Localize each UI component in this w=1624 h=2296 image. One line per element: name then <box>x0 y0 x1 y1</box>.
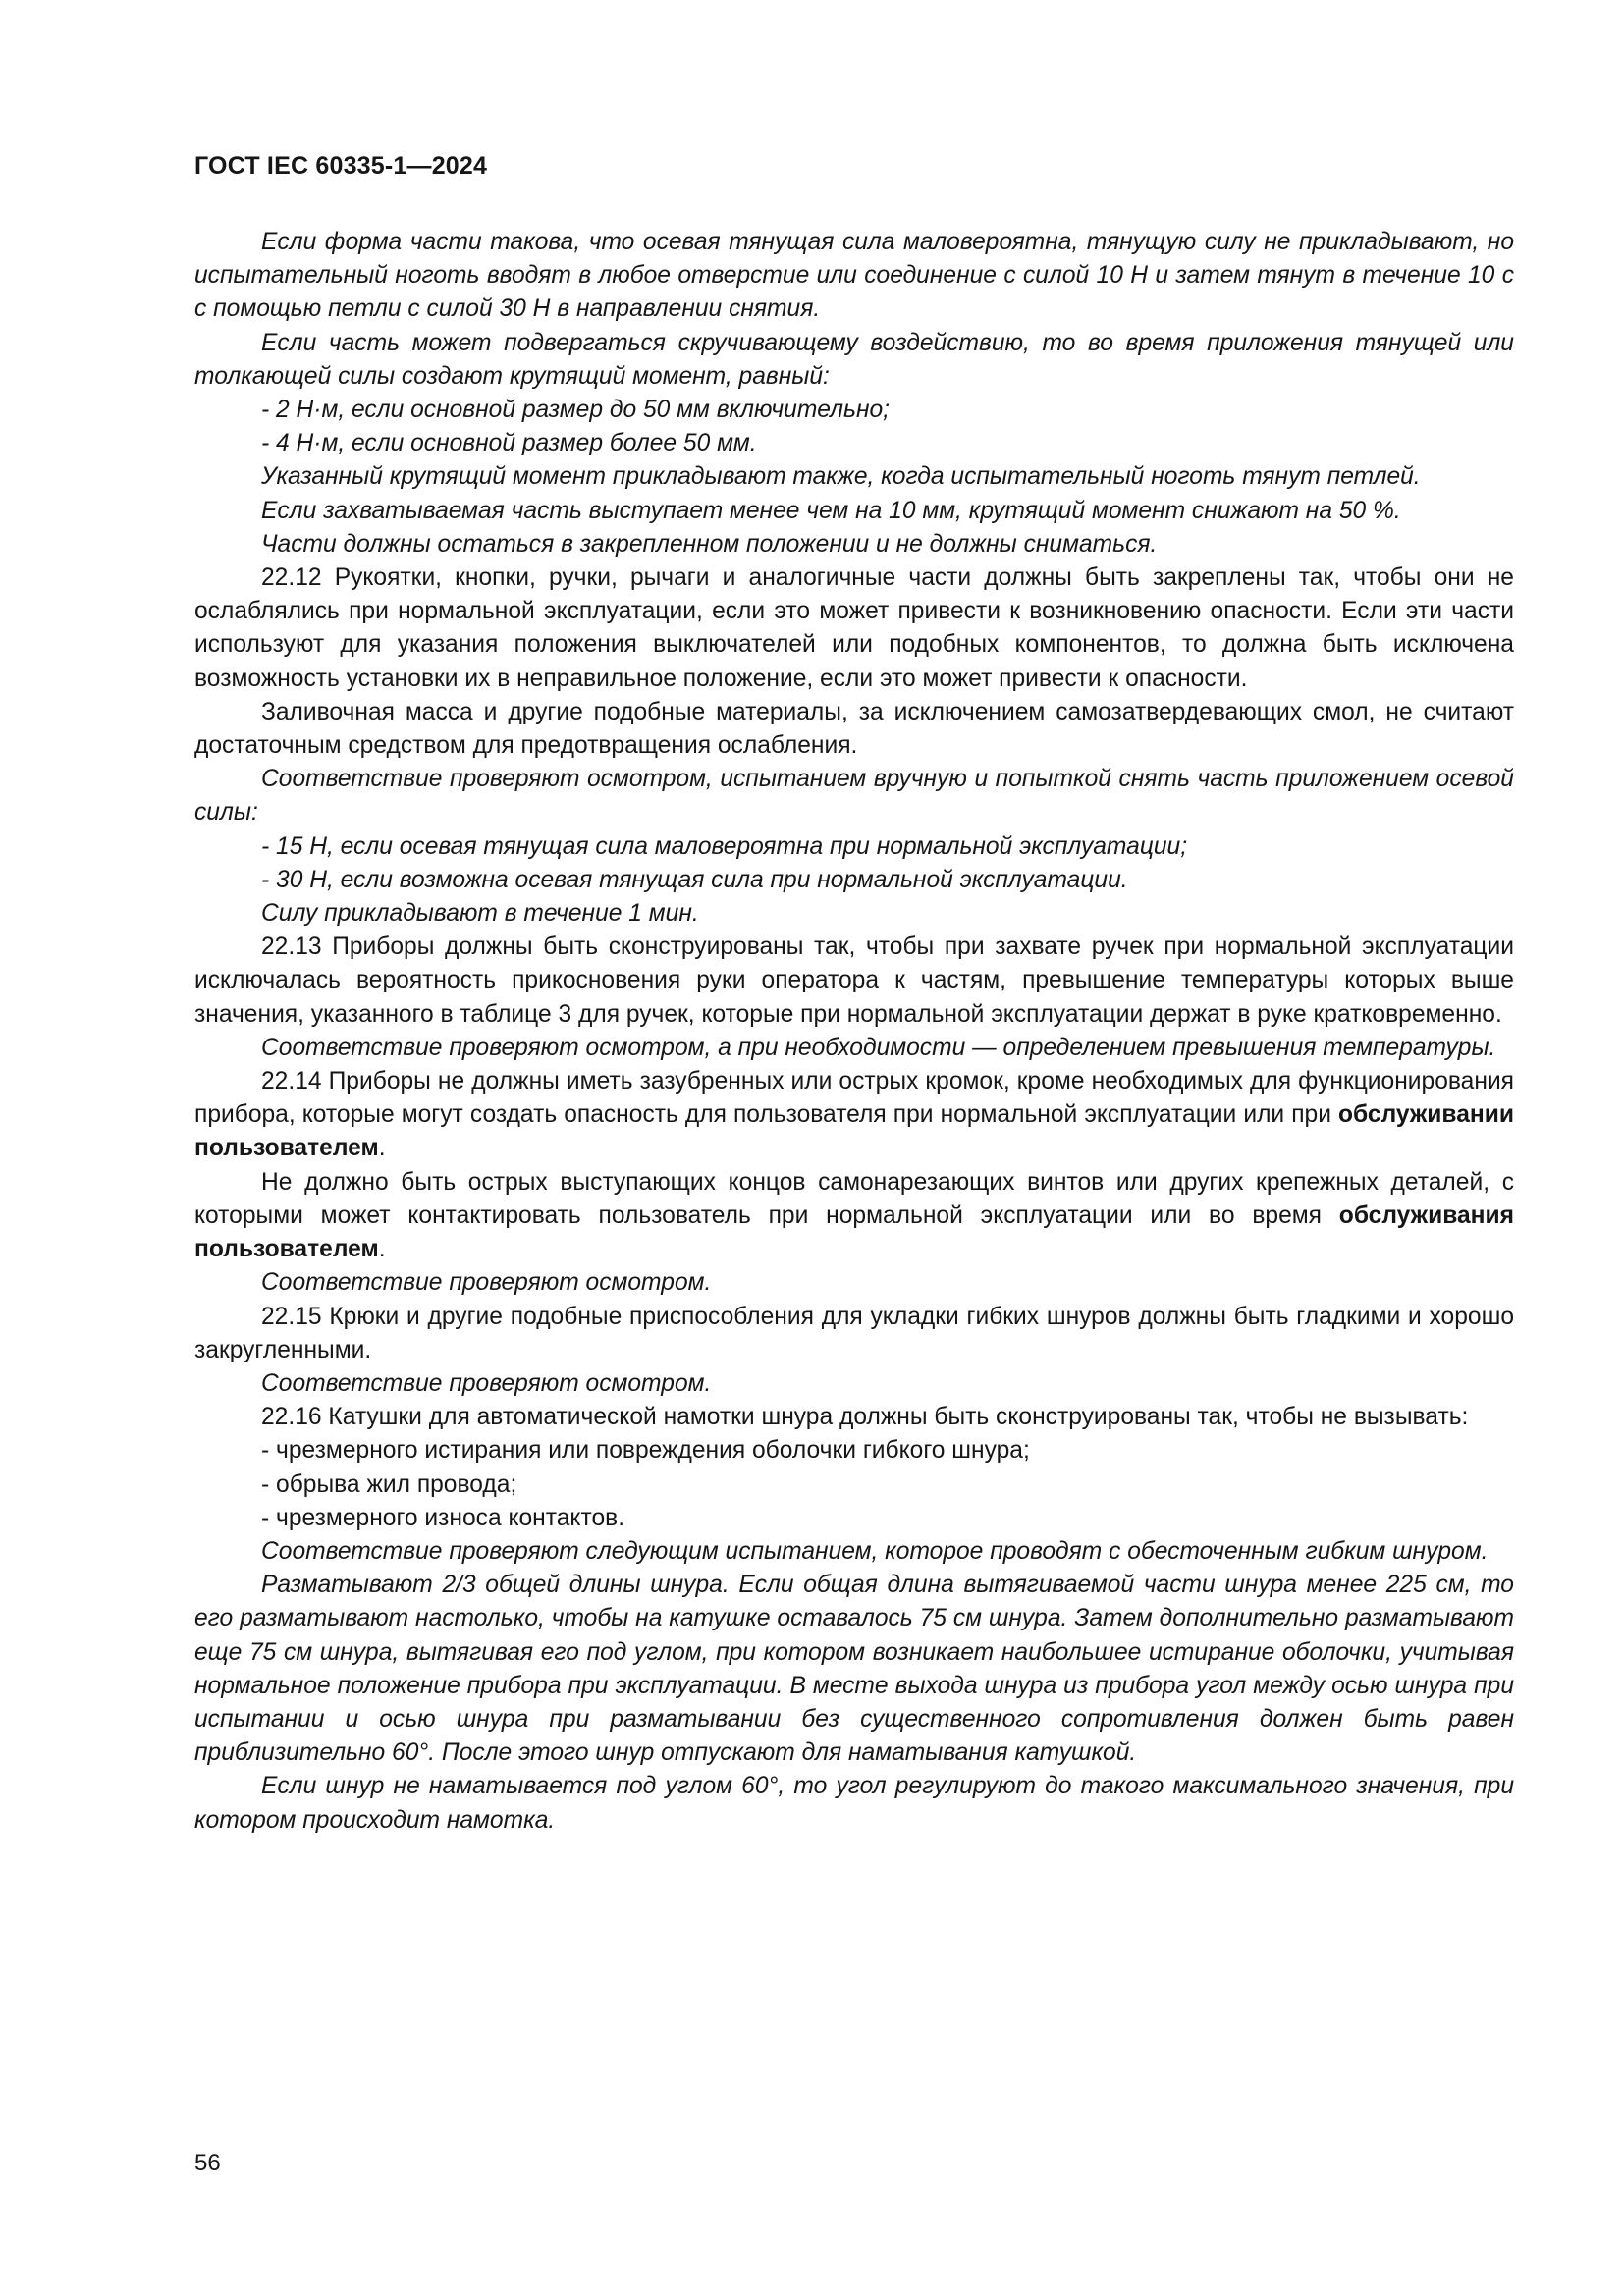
list-item: - чрезмерного износа контактов. <box>261 1504 625 1531</box>
paragraph-text: . <box>378 1135 386 1162</box>
paragraph-text: Не должно быть острых выступающих концов самонарезающих винтов или других крепежных деталей, с которыми может контактировать пользователь при нормальной эксплуатации или во время <box>194 1168 1514 1229</box>
document-body <box>194 226 1514 1838</box>
paragraph: Если часть может подвергаться скручивающему воздействию, то во время приложения тянущей или толкающей силы создают крутящий момент, равный: <box>194 329 1514 390</box>
clause-22-12: 22.12 Рукоятки, кнопки, ручки, рычаги и аналогичные части должны быть закреплены так, чтобы они не ослаблялись при нормальной эксплуатации, если это может привести к возникновению опасности. Если эти части используют для указания положения выключателей или подобных компонентов, то должна быть исключена возможность установки их в неправильное положение, если это может привести к опасности. <box>194 564 1514 692</box>
compliance-note: Соответствие проверяют осмотром, испытанием вручную и попыткой снять часть приложением осевой силы: <box>194 766 1514 827</box>
paragraph: Части должны остаться в закрепленном положении и не должны сниматься. <box>261 530 1158 558</box>
clause-22-13: 22.13 Приборы должны быть сконструированы так, чтобы при захвате ручек при нормальной эксплуатации исключалась вероятность прикосновения руки оператора к частям, превышение температуры которых выше значения, указанного в таблице 3 для ручек, которые при нормальной эксплуатации держат в руке кратковременно. <box>194 934 1514 1028</box>
clause-22-16: 22.16 Катушки для автоматической намотки шнура должны быть сконструированы так, чтобы не вызывать: <box>261 1404 1469 1431</box>
paragraph <box>194 1166 1514 1267</box>
clause-22-15: 22.15 Крюки и другие подобные приспособления для укладки гибких шнуров должны быть гладкими и хорошо закругленными. <box>194 1303 1514 1363</box>
defined-term: обслуживании пользователем <box>194 1101 1514 1162</box>
compliance-note: Соответствие проверяют осмотром. <box>261 1369 712 1397</box>
list-item: - обрыва жил провода; <box>261 1470 517 1498</box>
paragraph: Заливочная масса и другие подобные материалы, за исключением самозатвердевающих смол, не считают достаточным средством для предотвращения ослабления. <box>194 698 1514 760</box>
paragraph: Указанный крутящий момент прикладывают также, когда испытательный ноготь тянут петлей. <box>261 463 1421 491</box>
list-item: - 30 Н, если возможна осевая тянущая сила при нормальной эксплуатации. <box>261 866 1128 893</box>
paragraph: Разматывают 2/3 общей длины шнура. Если общая длина вытягиваемой части шнура менее 225 см, то его разматывают настолько, чтобы на катушке оставалось 75 см шнура. Затем дополнительно разматывают еще 75 см шнура, вытягивая его под углом, при котором возникает наибольшее истирание оболочки, учитывая нормальное положение прибора при эксплуатации. В месте выхода шнура из прибора угол между осью шнура при испытании и осью шнура при разматывании без существенного сопротивления должен быть равен приблизительно 60°. После этого шнур отпускают для наматывания катушкой. <box>194 1572 1514 1767</box>
paragraph-text: 22.14 Приборы не должны иметь зазубренных или острых кромок, кроме необходимых для функционирования прибора, которые могут создать опасность для пользователя при нормальной эксплуатации или при <box>194 1068 1514 1129</box>
defined-term: обслуживания пользователем <box>194 1201 1514 1263</box>
list-item: - чрезмерного истирания или повреждения оболочки гибкого шнура; <box>261 1437 1030 1465</box>
document-header: ГОСТ IEC 60335-1—2024 <box>194 152 488 180</box>
paragraph-text: . <box>378 1236 386 1263</box>
paragraph: Силу прикладывают в течение 1 мин. <box>261 900 699 928</box>
compliance-note: Соответствие проверяют осмотром, а при необходимости — определением превышения температуры. <box>261 1034 1496 1061</box>
list-item: - 2 Н·м, если основной размер до 50 мм включительно; <box>261 397 891 424</box>
paragraph: Если захватываемая часть выступает менее чем на 10 мм, крутящий момент снижают на 50 %. <box>261 497 1401 524</box>
compliance-note: Соответствие проверяют следующим испытанием, которое проводят с обесточенным гибким шнуром. <box>261 1537 1489 1565</box>
paragraph: Если форма части такова, что осевая тянущая сила маловероятна, тянущую силу не прикладывают, но испытательный ноготь вводят в любое отверстие или соединение с силой 10 Н и затем тянут в течение 10 с с помощью петли с силой 30 Н в направлении снятия. <box>194 229 1514 323</box>
list-item: - 15 Н, если осевая тянущая сила маловероятна при нормальной эксплуатации; <box>261 832 1188 860</box>
compliance-note: Соответствие проверяют осмотром. <box>261 1269 712 1297</box>
clause-22-14 <box>194 1065 1514 1166</box>
list-item: - 4 Н·м, если основной размер более 50 мм. <box>261 430 757 457</box>
page-number: 56 <box>194 2150 221 2176</box>
paragraph: Если шнур не наматывается под углом 60°, то угол регулируют до такого максимального значения, при котором происходит намотка. <box>194 1773 1514 1834</box>
